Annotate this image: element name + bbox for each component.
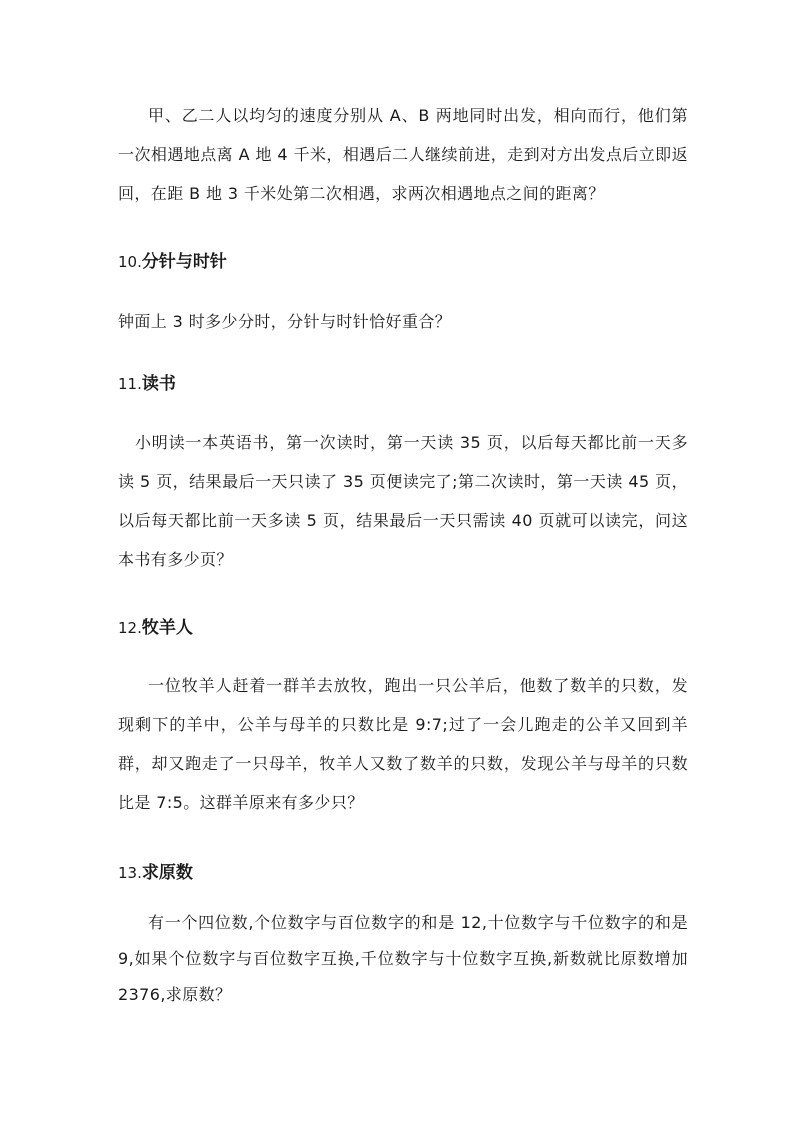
- problem-11-heading: [118, 372, 176, 396]
- problem-11-text: 小明读一本英语书，第一次读时，第一天读 35 页，以后每天都比前一天多读 5 页，结果最后一天只读了 35 页便读完了;第二次读时，第一天读 45 页，以后每天都比前一天多读 5 页，结果最后一天只需读 40 页就可以读完，问这本书有多少页？: [118, 433, 688, 569]
- problem-9-text: 甲、乙二人以均匀的速度分别从 A、B 两地同时出发，相向而行，他们第一次相遇地点离 A 地 4 千米，相遇后二人继续前进，走到对方出发点后立即返回，在距 B 地 3 千米处第二次相遇，求两次相遇地点之间的距离？: [118, 106, 688, 203]
- problem-11: [118, 423, 688, 579]
- problem-13-heading: [118, 861, 193, 885]
- problem-12-title: 牧羊人: [141, 618, 193, 638]
- problem-10-title: 分针与时针: [141, 252, 227, 272]
- problem-10: [118, 302, 688, 341]
- problem-12-number: 12.: [118, 619, 142, 637]
- problem-11-number: 11.: [118, 375, 142, 393]
- problem-12: [118, 666, 688, 822]
- problem-12-heading: [118, 616, 193, 640]
- problem-13: [118, 905, 688, 1013]
- problem-12-text: 一位牧羊人赶着一群羊去放牧，跑出一只公羊后，他数了数羊的只数，发现剩下的羊中，公羊与母羊的只数比是 9:7;过了一会儿跑走的公羊又回到羊群，却又跑走了一只母羊，牧羊人又数了数羊的只数，发现公羊与母羊的只数比是 7:5。这群羊原来有多少只？: [118, 676, 688, 812]
- problem-11-title: 读书: [141, 374, 176, 394]
- problem-13-number: 13.: [118, 864, 142, 882]
- problem-9: [118, 96, 688, 213]
- problem-13-text: 有一个四位数,个位数字与百位数字的和是 12,十位数字与千位数字的和是 9,如果个位数字与百位数字互换,千位数字与十位数字互换,新数就比原数增加 2376,求原数？: [118, 913, 688, 1004]
- problem-10-text: 钟面上 3 时多少分时，分针与时针恰好重合？: [118, 312, 452, 331]
- problem-13-title: 求原数: [141, 863, 193, 883]
- problem-10-heading: [118, 250, 227, 274]
- problem-10-number: 10.: [118, 253, 142, 271]
